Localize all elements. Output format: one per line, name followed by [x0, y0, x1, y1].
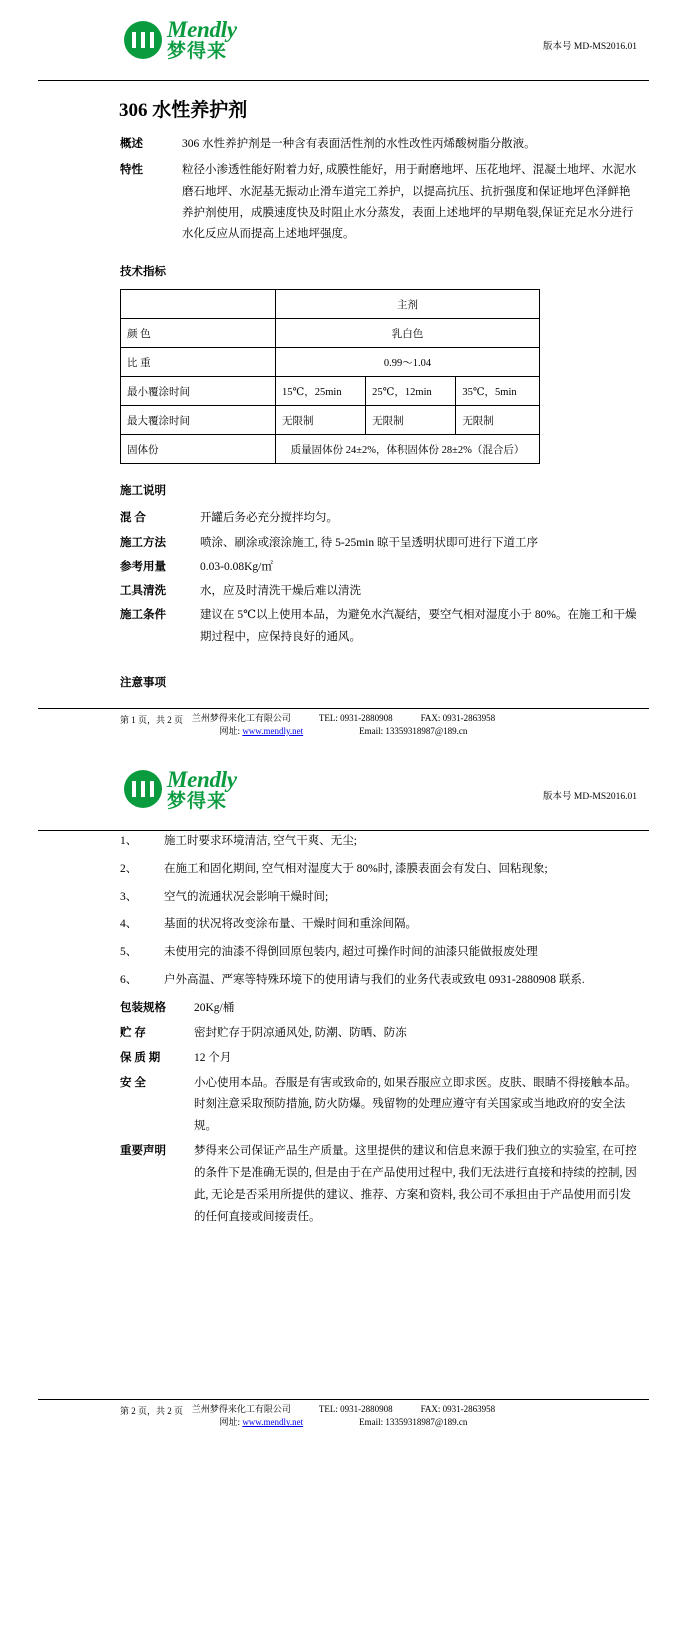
- construction-text-condition: 建议在 5℃以上使用本品，为避免水汽凝结，要空气相对湿度小于 80%。在施工和干燥期过程中，应保持良好的通风。: [200, 609, 637, 643]
- footer-divider-2: [38, 1399, 649, 1400]
- list-item-text: 基面的状况将改变涂布量、干燥时间和重涂间隔。: [164, 918, 417, 931]
- spec-label-disclaimer: 重要声明: [120, 1145, 166, 1158]
- notice-heading: 注意事项: [120, 676, 166, 689]
- construction-label-mix: 混 合: [120, 512, 146, 525]
- row-label-solids: 固体份: [121, 435, 276, 464]
- spec-value-shelf-life: 12 个月: [194, 1051, 232, 1064]
- construction-item: [120, 557, 639, 578]
- page-title: 306 水性养护剂: [119, 100, 248, 121]
- spec-table: [120, 289, 540, 464]
- brand-wordmark: [167, 768, 237, 811]
- list-item: [120, 942, 639, 964]
- spec-item-packaging: [120, 998, 639, 1020]
- spec-value-disclaimer: 梦得来公司保证产品生产质量。这里提供的建议和信息来源于我们独立的实验室, 在可控的条件下是准确无误的, 但是由于在产品使用过程中, 我们无法进行直接和持续的控制, 因此, 无论是否采用所提供的建议、推荐、方案和资料, 我公司不承担由于产品使用而引发的任何直接或间接责任。: [194, 1145, 637, 1223]
- page-number-2: 第 2 页，共 2 页: [120, 1406, 184, 1417]
- footer-company: 兰州梦得来化工有限公司: [191, 712, 291, 723]
- document-version: 版本号 MD-MS2016.01: [543, 42, 637, 52]
- table-row: [121, 406, 540, 435]
- footer-web-label: 网址:: [219, 725, 241, 736]
- brand-wordmark: [167, 18, 237, 61]
- footer-tel: TEL: 0931-2880908: [318, 712, 393, 723]
- footer-email-label: Email:: [359, 1417, 384, 1428]
- row-value-min-recoat-3: 35℃，5min: [456, 377, 540, 406]
- table-header-row: [121, 290, 540, 319]
- table-header-main: 主剂: [276, 290, 540, 319]
- list-item-number: 3、: [120, 890, 138, 903]
- footer-company: 兰州梦得来化工有限公司: [191, 1404, 291, 1415]
- construction-heading: 施工说明: [120, 485, 166, 498]
- page-2-spacer: [0, 1231, 687, 1381]
- row-label-color: 颜 色: [121, 319, 276, 348]
- row-label-max-recoat: 最大覆涂时间: [121, 406, 276, 435]
- table-row: [121, 348, 540, 377]
- footer-web-link[interactable]: www.mendly.net: [242, 725, 304, 736]
- construction-text-usage: 0.03-0.08Kg/㎡: [200, 560, 273, 573]
- list-item: [120, 970, 639, 992]
- page-2-footer: [0, 1399, 687, 1429]
- page-1-content: [0, 95, 687, 690]
- mendly-logo-icon: [124, 770, 162, 808]
- table-row: [121, 435, 540, 464]
- feature-row: [120, 160, 639, 245]
- construction-item: [120, 581, 639, 602]
- spec-item-storage: [120, 1023, 639, 1045]
- construction-text-mix: 开罐后务必充分搅拌均匀。: [200, 512, 338, 525]
- document-version: 版本号 MD-MS2016.01: [543, 791, 637, 802]
- table-header-blank: [121, 290, 276, 319]
- table-row: [121, 319, 540, 348]
- list-item: [120, 914, 639, 936]
- construction-item: [120, 605, 639, 648]
- spec-value-storage: 密封贮存于阴凉通风处, 防潮、防晒、防冻: [194, 1026, 407, 1039]
- row-value-density: 0.99～1.04: [276, 348, 540, 377]
- spec-item-disclaimer: [120, 1141, 639, 1228]
- footer-web-link[interactable]: www.mendly.net: [242, 1417, 304, 1428]
- row-value-min-recoat-1: 15℃，25min: [276, 377, 366, 406]
- spec-item-shelf-life: [120, 1048, 639, 1070]
- page-header: [0, 16, 687, 78]
- overview-row: [120, 134, 639, 155]
- brand-name-en: Mendly: [167, 766, 237, 792]
- footer-fax: FAX: 0931-2863958: [420, 712, 496, 723]
- construction-label-usage: 参考用量: [120, 560, 166, 573]
- row-value-min-recoat-2: 25℃，12min: [366, 377, 456, 406]
- list-item: [120, 887, 639, 909]
- row-label-min-recoat: 最小覆涂时间: [121, 377, 276, 406]
- list-item-text: 空气的流通状况会影响干燥时间;: [164, 890, 329, 903]
- list-item-number: 5、: [120, 946, 138, 959]
- page-header-2: [0, 766, 687, 828]
- header-divider: [38, 80, 649, 81]
- brand-logo: [124, 18, 237, 61]
- construction-label-cleaning: 工具清洗: [120, 585, 166, 598]
- brand-logo: [124, 768, 237, 811]
- construction-item: [120, 508, 639, 529]
- row-value-solids: 质量固体份 24±2%，体积固体份 28±2%（混合后）: [276, 435, 540, 464]
- spec-label-storage: 贮 存: [120, 1026, 146, 1039]
- list-item: [120, 831, 639, 853]
- list-item-number: 1、: [120, 834, 138, 847]
- row-value-max-recoat-3: 无限制: [456, 406, 540, 435]
- row-label-density: 比 重: [121, 348, 276, 377]
- row-value-max-recoat-1: 无限制: [276, 406, 366, 435]
- list-item-text: 在施工和固化期间, 空气相对湿度大于 80%时, 漆膜表面会有发白、回粘现象;: [164, 862, 548, 875]
- list-item-text: 未使用完的油漆不得倒回原包装内, 超过可操作时间的油漆只能做报废处理: [164, 946, 538, 959]
- spec-value-packaging: 20Kg/桶: [194, 1001, 235, 1014]
- spec-value-safety: 小心使用本品。吞服是有害或致命的, 如果吞服应立即求医。皮肤、眼睛不得接触本品。时刻注意采取预防措施, 防火防爆。残留物的处理应遵守有关国家或当地政府的安全法规。: [194, 1076, 637, 1133]
- construction-text-method: 喷涂、刷涂或滚涂施工, 待 5-25min 晾干呈透明状即可进行下道工序: [200, 536, 538, 549]
- list-item-number: 6、: [120, 974, 138, 987]
- footer-web-label: 网址:: [219, 1417, 241, 1428]
- list-item-text: 施工时要求环境清洁, 空气干爽、无尘;: [164, 834, 357, 847]
- document-page-1: [0, 16, 687, 738]
- spec-label-safety: 安 全: [120, 1076, 146, 1089]
- construction-label-method: 施工方法: [120, 536, 166, 549]
- spec-item-safety: [120, 1073, 639, 1139]
- tech-spec-heading: 技术指标: [120, 266, 166, 279]
- overview-label: 概述: [120, 138, 143, 150]
- footer-fax: FAX: 0931-2863958: [420, 1404, 496, 1415]
- overview-text: 306 水性养护剂是一种含有表面活性剂的水性改性丙烯酸树脂分散液。: [182, 138, 536, 150]
- footer-email: 13359318987@189.cn: [385, 1417, 468, 1428]
- page-2-content: [0, 831, 687, 1229]
- document-page-2: [0, 738, 687, 1430]
- feature-label: 特性: [120, 164, 143, 177]
- footer-email-label: Email:: [359, 725, 384, 736]
- footer-tel: TEL: 0931-2880908: [318, 1404, 393, 1415]
- list-item-number: 2、: [120, 862, 138, 875]
- feature-text: 粒径小渗透性能好附着力好, 成膜性能好，用于耐磨地坪、压花地坪、混凝土地坪、水泥水磨石地坪、水泥基无振动止滑车道完工养护，以提高抗压、抗折强度和保证地坪色泽鲜艳养护剂使用，成膜速度快及时阻止水分蒸发，表面上述地坪的早期龟裂,保证充足水分进行水化反应从而提高上述地坪强度。: [182, 164, 637, 241]
- list-item: [120, 859, 639, 881]
- brand-name-cn: 梦得来: [167, 790, 228, 812]
- brand-name-en: Mendly: [167, 17, 237, 42]
- mendly-logo-icon: [124, 21, 162, 59]
- footer-divider: [38, 708, 649, 709]
- construction-text-cleaning: 水，应及时清洗干燥后难以清洗: [200, 585, 361, 598]
- construction-label-condition: 施工条件: [120, 609, 166, 622]
- row-value-color: 乳白色: [276, 319, 540, 348]
- page-1-footer: [0, 708, 687, 738]
- table-row: [121, 377, 540, 406]
- row-value-max-recoat-2: 无限制: [366, 406, 456, 435]
- construction-item: [120, 533, 639, 554]
- list-item-text: 户外高温、严寒等特殊环境下的使用请与我们的业务代表或致电 0931-2880908 联系.: [164, 974, 585, 987]
- spec-label-packaging: 包装规格: [120, 1001, 166, 1014]
- footer-email: 13359318987@189.cn: [385, 725, 468, 736]
- page-number-1: 第 1 页，共 2 页: [120, 714, 184, 725]
- spec-label-shelf-life: 保 质 期: [120, 1051, 161, 1064]
- list-item-number: 4、: [120, 918, 138, 931]
- brand-name-cn: 梦得来: [167, 41, 228, 62]
